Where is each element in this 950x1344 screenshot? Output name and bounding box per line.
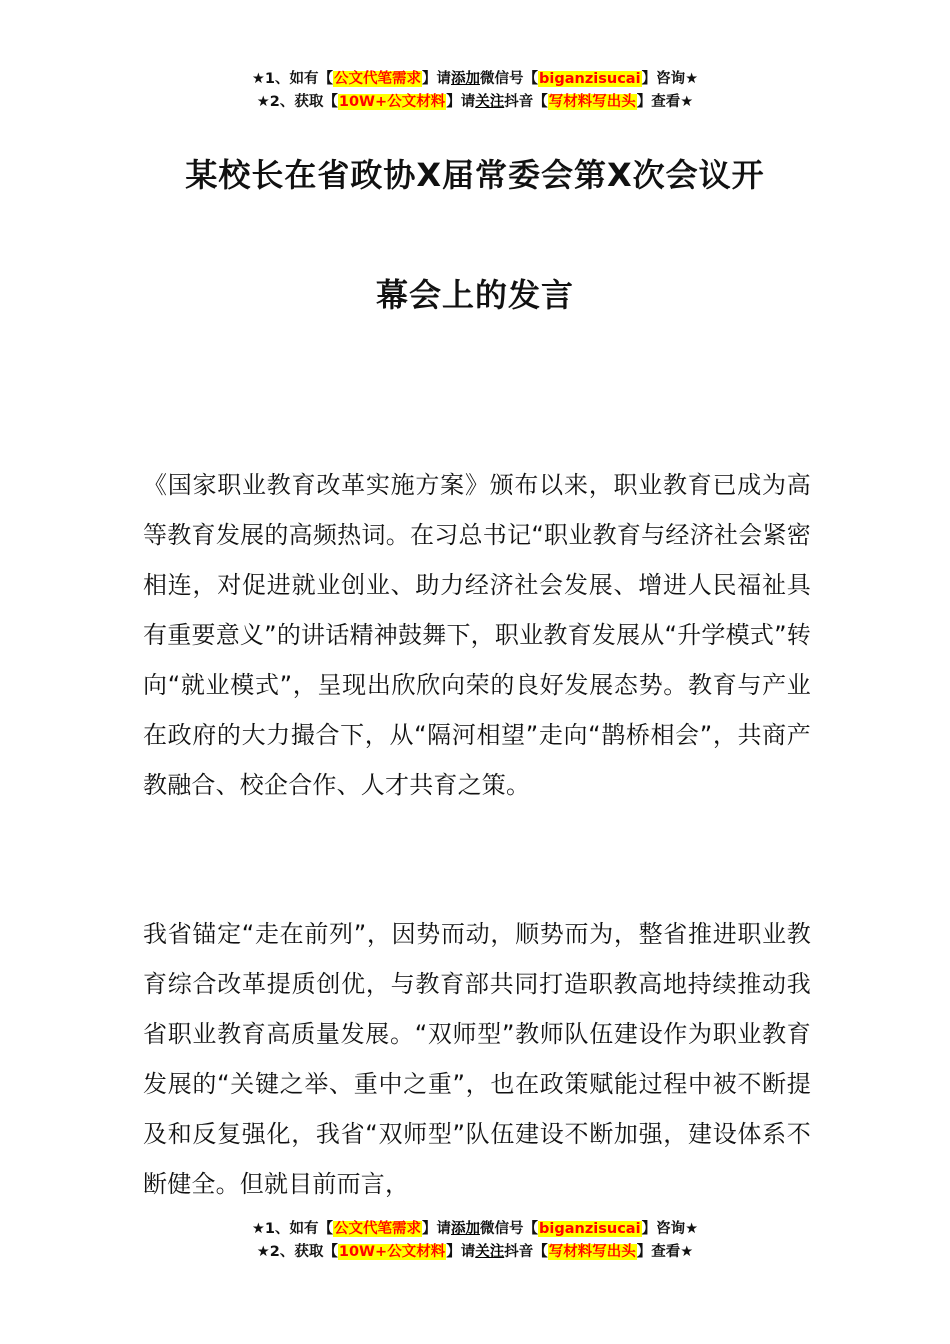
banner-line-1 bbox=[0, 68, 950, 91]
document-title-line-1: 某校长在省政协Ⅹ届常委会第Ⅹ次会议开 bbox=[185, 156, 765, 194]
highlight-wechat-id: biganzisucai bbox=[539, 71, 641, 87]
banner-text: ★1、如有【 bbox=[251, 1221, 334, 1237]
banner-text: 】请 bbox=[446, 1244, 476, 1260]
banner-text: 抖音【 bbox=[504, 94, 548, 110]
banner-text: 微信号【 bbox=[480, 71, 539, 87]
banner-text: 】请 bbox=[422, 71, 452, 87]
banner-emphasis: 添加 bbox=[451, 1221, 481, 1237]
banner-line-2 bbox=[0, 91, 950, 114]
footer-banner bbox=[0, 1218, 950, 1264]
banner-text: ★2、获取【 bbox=[256, 1244, 338, 1260]
banner-text: 】咨询★ bbox=[641, 71, 699, 87]
banner-text: 】请 bbox=[446, 94, 476, 110]
banner-line-1 bbox=[0, 1218, 950, 1241]
document-title-line-2: 幕会上的发言 bbox=[375, 276, 574, 314]
banner-text: 】查看★ bbox=[636, 1244, 694, 1260]
highlight-douyin: 写材料写出头 bbox=[548, 94, 636, 110]
banner-text: ★1、如有【 bbox=[251, 71, 334, 87]
banner-text: 】请 bbox=[422, 1221, 452, 1237]
body-paragraph-1: 《国家职业教育改革实施方案》颁布以来，职业教育已成为高等教育发展的高频热词。在习总书记“职业教育与经济社会紧密相连，对促进就业创业、助力经济社会发展、增进人民福祉具有重要意义”的讲话精神鼓舞下，职业教育发展从“升学模式”转向“就业模式”，呈现出欣欣向荣的良好发展态势。教育与产业在政府的大力撮合下，从“隔河相望”走向“鹊桥相会”，共商产教融合、校企合作、人才共育之策。 bbox=[143, 471, 811, 799]
highlight-douyin: 写材料写出头 bbox=[548, 1244, 636, 1260]
banner-text: ★2、获取【 bbox=[256, 94, 338, 110]
banner-text: 】查看★ bbox=[636, 94, 694, 110]
header-banner bbox=[0, 68, 950, 114]
banner-text: 抖音【 bbox=[504, 1244, 548, 1260]
body-paragraph-2: 我省锚定“走在前列”，因势而动，顺势而为，整省推进职业教育综合改革提质创优，与教育部共同打造职教高地持续推动我省职业教育高质量发展。“双师型”教师队伍建设作为职业教育发展的“关键之举、重中之重”，也在政策赋能过程中被不断提及和反复强化，我省“双师型”队伍建设不断加强，建设体系不断健全。但就目前而言， bbox=[143, 920, 811, 1198]
highlight-service: 公文代笔需求 bbox=[334, 1221, 422, 1237]
banner-line-2 bbox=[0, 1241, 950, 1264]
highlight-materials: 10W+公文材料 bbox=[338, 94, 446, 110]
highlight-materials: 10W+公文材料 bbox=[338, 1244, 446, 1260]
banner-emphasis: 添加 bbox=[451, 71, 481, 87]
banner-emphasis: 关注 bbox=[475, 1244, 505, 1260]
banner-text: 】咨询★ bbox=[641, 1221, 699, 1237]
highlight-service: 公文代笔需求 bbox=[334, 71, 422, 87]
banner-text: 微信号【 bbox=[480, 1221, 539, 1237]
banner-emphasis: 关注 bbox=[475, 94, 505, 110]
highlight-wechat-id: biganzisucai bbox=[539, 1221, 641, 1237]
